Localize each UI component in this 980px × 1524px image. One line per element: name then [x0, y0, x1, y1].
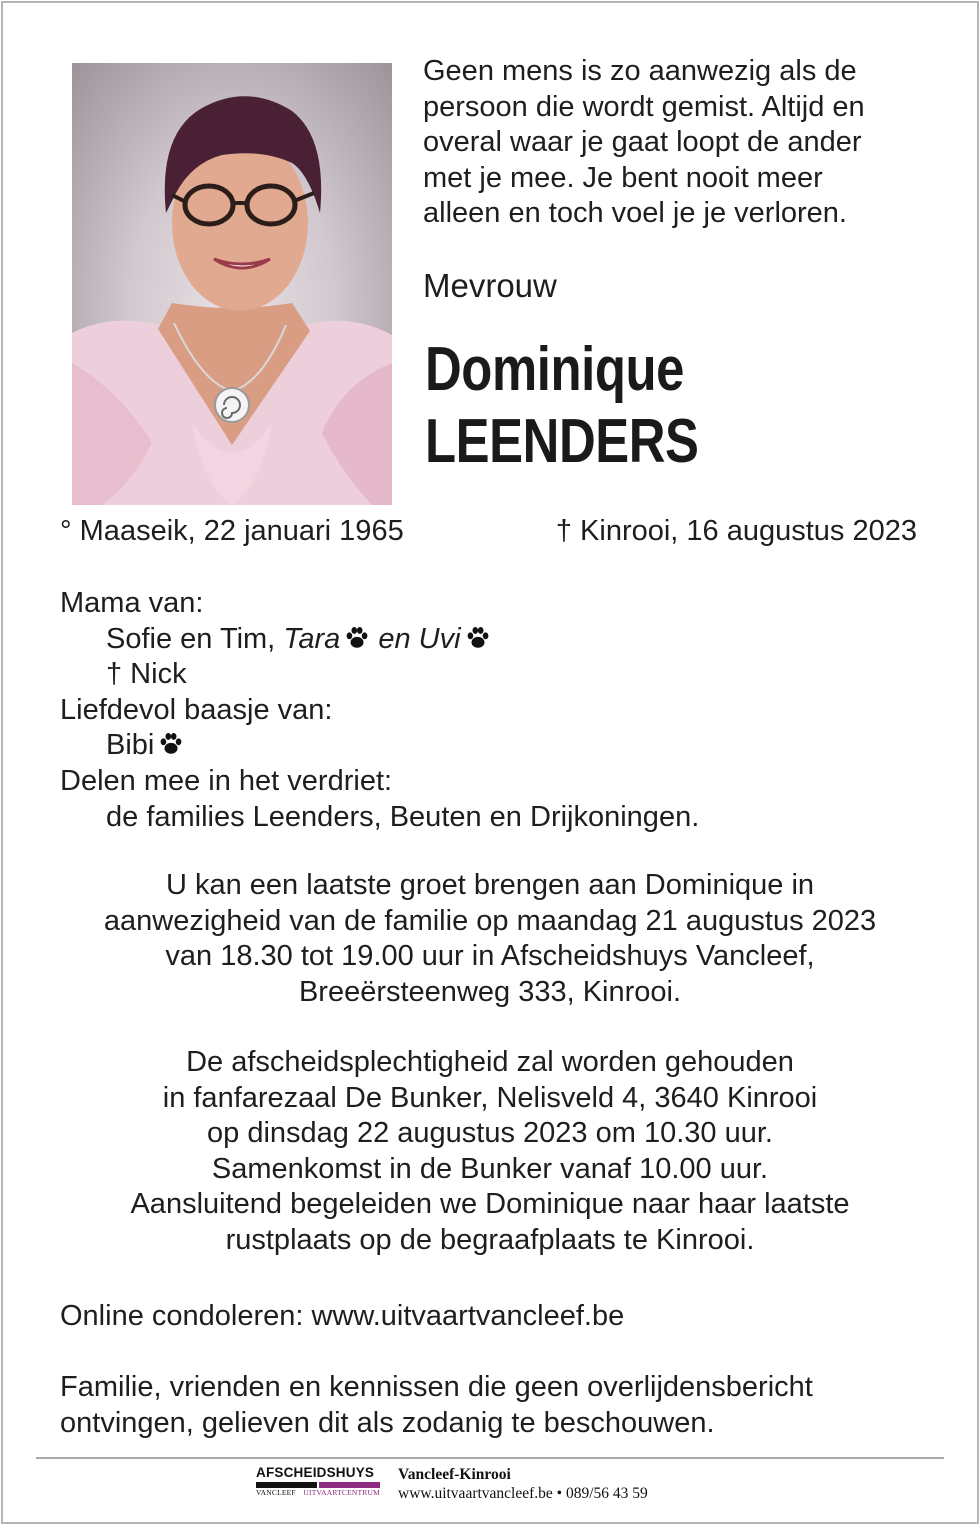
ceremony-line: op dinsdag 22 augustus 2023 om 10.30 uur. [207, 1117, 773, 1150]
company-contact: www.uitvaartvancleef.be • 089/56 43 59 [398, 1485, 648, 1502]
logo-left-text: VANCLEEF [256, 1488, 296, 1497]
birth-info: ° Maaseik, 22 januari 1965 [60, 515, 404, 547]
poem-line: Geen mens is zo aanwezig als de [423, 55, 857, 87]
pet-name: Tara [283, 622, 341, 655]
ceremony-line: Aansluitend begeleiden we Dominique naar haar laatste [130, 1188, 850, 1221]
logo-subline [256, 1488, 380, 1498]
pet-name: Uvi [418, 622, 461, 655]
poem-line: met je mee. Je bent nooit meer [423, 161, 823, 194]
children-names: Sofie en Tim, [106, 622, 276, 655]
death-info: † Kinrooi, 16 augustus 2023 [555, 515, 917, 547]
deceased-name [425, 334, 699, 478]
visitation-line: Breeërsteenweg 333, Kinrooi. [298, 975, 682, 1008]
paw-icon [344, 625, 370, 651]
owner-label: Liefdevol baasje van: [60, 693, 333, 726]
visitation-line: U kan een laatste groet brengen aan Dominique in [165, 869, 815, 901]
ceremony-line: rustplaats op de begraafplaats te Kinrooi. [225, 1223, 755, 1256]
ceremony-line: in fanfarezaal De Bunker, Nelisveld 4, 3640 Kinrooi [162, 1081, 818, 1114]
children-row [60, 622, 699, 658]
poem-line: alleen en toch voel je je verloren. [423, 197, 847, 229]
logo-wordmark: AFSCHEIDSHUYS [256, 1465, 375, 1480]
visitation-line: van 18.30 tot 19.00 uur in Afscheidshuys Vancleef, [165, 940, 815, 973]
deceased-child: † Nick [106, 658, 187, 691]
visitation-line: aanwezigheid van de familie op maandag 21 augustus 2023 [103, 904, 877, 937]
pet-row [60, 728, 699, 764]
poem [423, 54, 943, 232]
footer-contact [398, 1465, 648, 1503]
honorific: Mevrouw [423, 267, 557, 304]
families-list: de families Leenders, Beuten en Drijkoningen. [106, 800, 700, 833]
logo-right-text: UITVAARTCENTRUM [303, 1488, 380, 1497]
first-name: Dominique [425, 335, 684, 404]
visitation-paragraph [40, 868, 940, 1010]
company-name: Vancleef-Kinrooi [398, 1466, 511, 1483]
ceremony-line: Samenkomst in de Bunker vanaf 10.00 uur. [211, 1152, 769, 1185]
family-section [60, 586, 699, 835]
online-condolences-text: Online condoleren: www.uitvaartvancleef.be [60, 1300, 625, 1332]
ceremony-paragraph [40, 1045, 940, 1259]
notice-line: ontvingen, gelieven dit als zodanig te beschouwen. [60, 1406, 715, 1439]
mama-label: Mama van: [60, 587, 204, 619]
last-name: LEENDERS [425, 407, 699, 476]
portrait-photo [72, 63, 392, 505]
conjunction: en [378, 622, 411, 655]
online-condolences [60, 1299, 624, 1335]
notice-paragraph [60, 1370, 813, 1441]
afscheidshuys-logo [256, 1465, 380, 1501]
notice-line: Familie, vrienden en kennissen die geen overlijdensbericht [60, 1371, 813, 1403]
paw-icon [158, 731, 184, 757]
share-label: Delen mee in het verdriet: [60, 764, 393, 797]
poem-line: overal waar je gaat loopt de ander [423, 126, 862, 158]
paw-icon [465, 625, 491, 651]
poem-line: persoon die wordt gemist. Altijd en [423, 90, 865, 123]
pet-name: Bibi [106, 729, 155, 762]
footer-divider [36, 1457, 944, 1459]
ceremony-line: De afscheidsplechtigheid zal worden gehouden [186, 1046, 794, 1078]
